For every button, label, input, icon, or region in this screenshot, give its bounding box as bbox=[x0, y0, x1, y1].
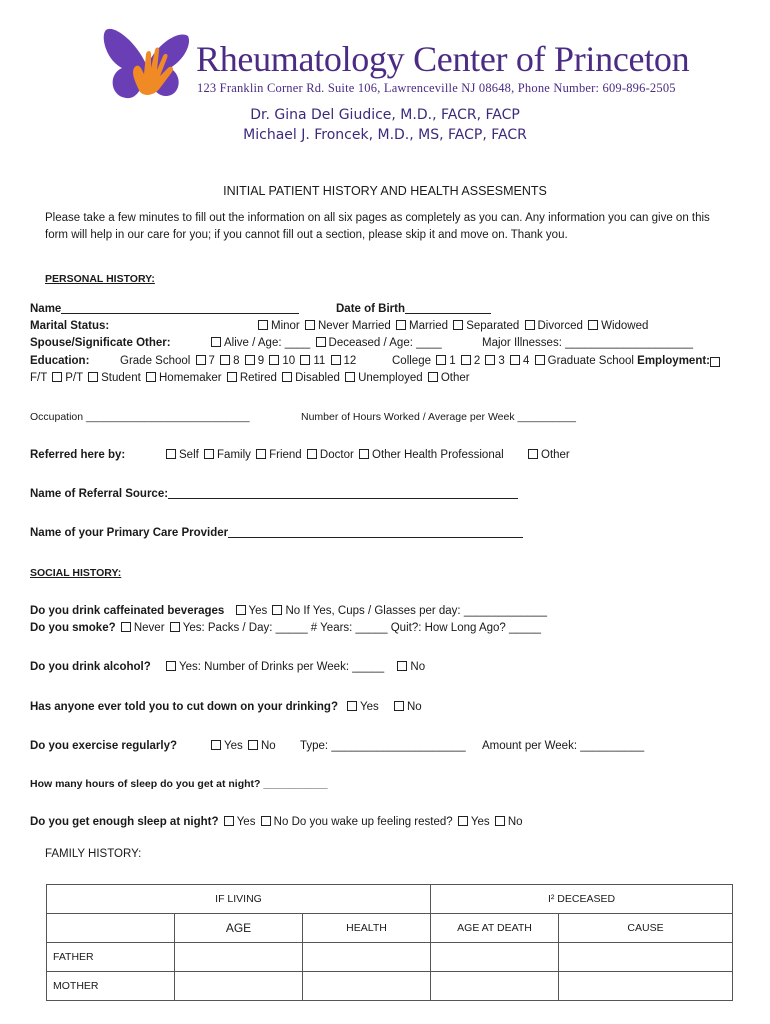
relation-cell: MOTHER bbox=[47, 972, 175, 1001]
smoke-question: Do you smoke? bbox=[30, 622, 116, 634]
checkbox-exercise-yes[interactable] bbox=[211, 740, 221, 750]
option-label: 4 bbox=[523, 355, 530, 367]
referred-options bbox=[164, 449, 504, 461]
dob-row bbox=[336, 303, 491, 315]
checkbox-deceased[interactable] bbox=[316, 337, 326, 347]
option-label: Minor bbox=[271, 320, 300, 332]
checkbox-college-2[interactable] bbox=[461, 355, 471, 365]
option-label: 9 bbox=[257, 355, 265, 367]
deceased-label: Deceased / Age: ____ bbox=[328, 337, 442, 349]
referral-source-label: Name of Referral Source: bbox=[30, 488, 169, 500]
social-history-heading: SOCIAL HISTORY: bbox=[30, 567, 122, 579]
checkbox-retired[interactable] bbox=[227, 372, 237, 382]
doctor-2: Michael J. Froncek, M.D., MS, FACP, FACR bbox=[243, 127, 527, 143]
option-label: Yes bbox=[470, 816, 490, 828]
checkbox-caffeine-no[interactable] bbox=[272, 605, 282, 615]
option-label: Widowed bbox=[601, 320, 649, 332]
illnesses-label: Major Illnesses: ____________________ bbox=[482, 337, 693, 349]
table-subheader-row bbox=[47, 914, 733, 943]
checkbox-smoke-never[interactable] bbox=[121, 622, 131, 632]
option-label: No bbox=[410, 661, 426, 673]
checkbox-never-married[interactable] bbox=[305, 320, 315, 330]
checkbox-ft[interactable] bbox=[710, 357, 720, 367]
checkbox-married[interactable] bbox=[396, 320, 406, 330]
cutdown-options bbox=[345, 701, 422, 713]
caffeine-row bbox=[30, 605, 547, 617]
option-label: Homemaker bbox=[159, 372, 222, 384]
checkbox-family[interactable] bbox=[204, 449, 214, 459]
checkbox-sleep-no[interactable] bbox=[261, 816, 271, 826]
graduate-label: Graduate School bbox=[547, 355, 634, 367]
option-label: Yes: Number of Drinks per Week: _____ bbox=[179, 661, 385, 673]
checkbox-other[interactable] bbox=[428, 372, 438, 382]
exercise-question: Do you exercise regularly? bbox=[30, 740, 178, 752]
ft-label: F/T bbox=[30, 372, 48, 384]
family-history-heading: FAMILY HISTORY: bbox=[45, 848, 142, 860]
option-label: 3 bbox=[498, 355, 505, 367]
option-label: Divorced bbox=[537, 320, 583, 332]
name-label: Name bbox=[30, 303, 62, 315]
checkbox-college-1[interactable] bbox=[436, 355, 446, 365]
age-at-death-header: AGE AT DEATH bbox=[431, 914, 559, 943]
checkbox-grade-9[interactable] bbox=[245, 355, 255, 365]
checkbox-grade-8[interactable] bbox=[220, 355, 230, 365]
option-label: 7 bbox=[208, 355, 215, 367]
checkbox-grade-12[interactable] bbox=[331, 355, 341, 365]
option-label: Doctor bbox=[319, 449, 354, 461]
cutdown-question: Has anyone ever told you to cut down on your drinking? bbox=[30, 701, 338, 713]
referral-source-field[interactable] bbox=[168, 488, 518, 499]
sleep-enough-question: Do you get enough sleep at night? bbox=[30, 816, 219, 828]
referral-source-row bbox=[30, 488, 518, 500]
option-label: No bbox=[273, 816, 289, 828]
dob-label: Date of Birth bbox=[336, 303, 405, 315]
college-label: College bbox=[392, 355, 431, 367]
checkbox-minor[interactable] bbox=[258, 320, 268, 330]
alive-label: Alive / Age: ____ bbox=[224, 337, 311, 349]
option-label: Other Health Professional bbox=[372, 449, 504, 461]
input-cell[interactable] bbox=[559, 972, 733, 1001]
referred-other bbox=[526, 449, 570, 461]
checkbox-disabled[interactable] bbox=[282, 372, 292, 382]
caffeine-question: Do you drink caffeinated beverages bbox=[30, 605, 225, 617]
checkbox-college-3[interactable] bbox=[485, 355, 495, 365]
option-label: 2 bbox=[473, 355, 481, 367]
checkbox-other-health-professional[interactable] bbox=[359, 449, 369, 459]
option-label: Student bbox=[101, 372, 141, 384]
checkbox-graduate[interactable] bbox=[535, 355, 545, 365]
pcp-field[interactable] bbox=[228, 527, 523, 538]
if-deceased-header: I² DECEASED bbox=[431, 885, 733, 914]
alcohol-question: Do you drink alcohol? bbox=[30, 661, 151, 673]
input-cell[interactable] bbox=[175, 943, 303, 972]
input-cell[interactable] bbox=[431, 972, 559, 1001]
intro-line-2: form will help in our care for you; if you cannot fill out a section, please skip it and move on. Thank you. bbox=[45, 229, 568, 241]
checkbox-pt[interactable] bbox=[52, 372, 62, 382]
sleep-hours: How many hours of sleep do you get at night? ___________ bbox=[30, 778, 328, 790]
personal-history-heading: PERSONAL HISTORY: bbox=[45, 273, 155, 285]
option-label: No bbox=[507, 816, 523, 828]
checkbox-grade-7[interactable] bbox=[196, 355, 206, 365]
option-label: Disabled bbox=[295, 372, 340, 384]
option-label: Yes bbox=[236, 816, 256, 828]
butterfly-hand-logo bbox=[100, 24, 192, 104]
referred-label: Referred here by: bbox=[30, 449, 126, 461]
marital-label: Marital Status: bbox=[30, 320, 110, 332]
option-label: Never Married bbox=[317, 320, 391, 332]
option-label: P/T bbox=[65, 372, 83, 384]
checkbox-separated[interactable] bbox=[453, 320, 463, 330]
health-header: HEALTH bbox=[303, 914, 431, 943]
option-label: Retired bbox=[239, 372, 277, 384]
grade-options bbox=[120, 355, 356, 367]
checkbox-referred-other[interactable] bbox=[528, 449, 538, 459]
relation-cell: FATHER bbox=[47, 943, 175, 972]
smoke-row bbox=[30, 622, 541, 634]
cups-label: If Yes, Cups / Glasses per day: _____________ bbox=[303, 605, 547, 617]
option-label: Other bbox=[440, 372, 470, 384]
checkbox-widowed[interactable] bbox=[588, 320, 598, 330]
option-label: Yes bbox=[224, 740, 243, 752]
table-row bbox=[47, 972, 733, 1001]
option-label: 8 bbox=[233, 355, 240, 367]
checkbox-self[interactable] bbox=[166, 449, 176, 459]
checkbox-rested-no[interactable] bbox=[495, 816, 505, 826]
college-options bbox=[392, 355, 710, 367]
checkbox-sleep-yes[interactable] bbox=[224, 816, 234, 826]
rested-question: Do you wake up feeling rested? bbox=[291, 816, 453, 828]
option-label: Self bbox=[179, 449, 199, 461]
option-label: Married bbox=[409, 320, 449, 332]
checkbox-college-4[interactable] bbox=[510, 355, 520, 365]
doctor-1: Dr. Gina Del Giudice, M.D., FACR, FACP bbox=[250, 107, 520, 123]
option-label: Yes: Packs / Day: _____ # Years: _____ Quit?: How Long Ago? _____ bbox=[182, 622, 541, 634]
checkbox-grade-11[interactable] bbox=[300, 355, 310, 365]
dob-field[interactable] bbox=[405, 303, 491, 314]
checkbox-friend[interactable] bbox=[256, 449, 266, 459]
option-label: Unemployed bbox=[358, 372, 423, 384]
blank-cell bbox=[47, 914, 175, 943]
cause-header: CAUSE bbox=[559, 914, 733, 943]
checkbox-grade-10[interactable] bbox=[269, 355, 279, 365]
table-row bbox=[47, 943, 733, 972]
exercise-amount: Amount per Week: __________ bbox=[482, 740, 645, 752]
option-label: Yes bbox=[248, 605, 268, 617]
marital-options bbox=[256, 320, 648, 332]
option-label: 10 bbox=[282, 355, 296, 367]
checkbox-alive[interactable] bbox=[211, 337, 221, 347]
name-field[interactable] bbox=[61, 303, 299, 314]
option-label: No bbox=[406, 701, 422, 713]
checkbox-unemployed[interactable] bbox=[345, 372, 355, 382]
input-cell[interactable] bbox=[431, 943, 559, 972]
option-label: Never bbox=[133, 622, 165, 634]
form-title: INITIAL PATIENT HISTORY AND HEALTH ASSESMENTS bbox=[223, 184, 547, 198]
pcp-row bbox=[30, 527, 523, 539]
option-label: 12 bbox=[343, 355, 357, 367]
input-cell[interactable] bbox=[303, 943, 431, 972]
intro-line-1: Please take a few minutes to fill out the information on all six pages as completely as you can. Any information you can give on this bbox=[45, 212, 710, 224]
option-label: No bbox=[285, 605, 301, 617]
checkbox-rested-yes[interactable] bbox=[458, 816, 468, 826]
occupation-label: Occupation ____________________________ bbox=[30, 411, 250, 423]
spouse-options bbox=[209, 337, 442, 349]
option-label: No bbox=[260, 740, 276, 752]
exercise-options bbox=[209, 740, 276, 752]
pcp-label: Name of your Primary Care Provider bbox=[30, 527, 229, 539]
checkbox-homemaker[interactable] bbox=[146, 372, 156, 382]
option-label: Friend bbox=[269, 449, 302, 461]
grade-label: Grade School bbox=[120, 355, 191, 367]
education-label: Education: bbox=[30, 355, 90, 367]
checkbox-divorced[interactable] bbox=[525, 320, 535, 330]
option-label: 11 bbox=[313, 355, 326, 367]
option-label: Separated bbox=[466, 320, 520, 332]
option-label: Family bbox=[217, 449, 251, 461]
spouse-label: Spouse/Significate Other: bbox=[30, 337, 171, 349]
exercise-type: Type: _____________________ bbox=[300, 740, 466, 752]
name-row bbox=[30, 303, 299, 315]
input-cell[interactable] bbox=[559, 943, 733, 972]
checkbox-cutdown-no[interactable] bbox=[394, 701, 404, 711]
employment-label: Employment: bbox=[637, 355, 710, 367]
sleep-row bbox=[30, 816, 523, 828]
clinic-name: Rheumatology Center of Princeton bbox=[196, 39, 690, 79]
checkbox-doctor[interactable] bbox=[307, 449, 317, 459]
checkbox-alcohol-no[interactable] bbox=[397, 661, 407, 671]
family-history-table bbox=[46, 884, 733, 1001]
option-label: 1 bbox=[449, 355, 456, 367]
checkbox-caffeine-yes[interactable] bbox=[236, 605, 246, 615]
employment-options bbox=[30, 372, 470, 384]
if-living-header: IF LIVING bbox=[47, 885, 431, 914]
alcohol-options bbox=[164, 661, 425, 673]
clinic-address: 123 Franklin Corner Rd. Suite 106, Lawrenceville NJ 08648, Phone Number: 609-896-2505 bbox=[197, 81, 676, 95]
option-label: Yes bbox=[360, 701, 379, 713]
hours-worked-label: Number of Hours Worked / Average per Week __________ bbox=[301, 411, 576, 423]
checkbox-student[interactable] bbox=[88, 372, 98, 382]
checkbox-cutdown-yes[interactable] bbox=[347, 701, 357, 711]
input-cell[interactable] bbox=[175, 972, 303, 1001]
table-header-row bbox=[47, 885, 733, 914]
other-label: Other bbox=[541, 449, 570, 461]
age-header: AGE bbox=[175, 914, 303, 943]
checkbox-exercise-no[interactable] bbox=[248, 740, 258, 750]
checkbox-smoke-yes[interactable] bbox=[170, 622, 180, 632]
checkbox-alcohol-yes[interactable] bbox=[166, 661, 176, 671]
input-cell[interactable] bbox=[303, 972, 431, 1001]
